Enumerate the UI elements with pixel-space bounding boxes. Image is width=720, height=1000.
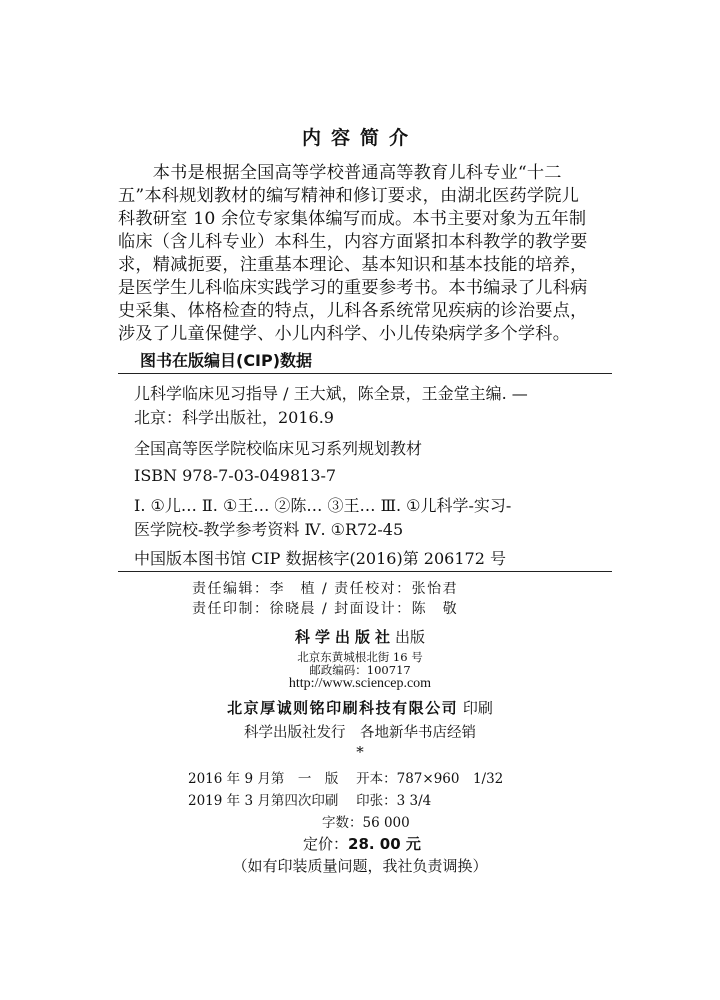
printer-name: 北京厚诚则铭印刷科技有限公司 [227,699,459,717]
publisher-suffix: 出版 [395,628,426,646]
intro-title: 内容简介 [301,127,418,149]
quality-notice: （如有印装质量问题，我社负责调换） [232,857,488,875]
intro-line: 临床（含儿科专业）本科生，内容方面紧扣本科教学的教学要 [118,232,588,252]
printing-spec: 2019 年 3 月第四次印刷 印张：3 3/4 [188,793,432,809]
cip-line: 医学院校-教学参考资料 Ⅳ. ①R72-45 [134,520,404,539]
cip-line: 全国高等医学院校临床见习系列规划教材 [134,439,423,458]
intro-line: 五”本科规划教材的编写精神和修订要求，由湖北医药学院儿 [118,186,580,206]
publisher-url: http://www.sciencep.com [288,676,432,691]
edition-spec: 2016 年 9 月第 一 版 开本：787×960 1/32 [188,771,504,787]
price-label: 定价： [303,835,349,853]
printer-line [0,697,720,718]
publisher-postcode: 邮政编码：100717 [309,663,411,677]
publisher-name: 科学出版社 [294,628,395,646]
word-count: 字数：56 000 [322,815,410,831]
publisher-address: 北京东黄城根北街 16 号 [297,650,423,664]
publisher-line [0,626,720,647]
cip-line: 中国版本图书馆 CIP 数据核字(2016)第 206172 号 [134,549,506,568]
cip-line: 北京：科学出版社，2016.9 [134,408,334,427]
production-credits: 责任印制：徐晓晨 / 封面设计：陈 敬 [192,601,459,617]
intro-line: 涉及了儿童保健学、小儿内科学、小儿传染病学多个学科。 [118,324,571,344]
printer-suffix: 印刷 [462,699,493,717]
distribution-line: 科学出版社发行 各地新华书店经销 [244,725,476,741]
price-line [303,833,421,854]
cip-line: ISBN 978-7-03-049813-7 [134,466,337,485]
cip-line: Ⅰ. ①儿… Ⅱ. ①王… ②陈… ③王… Ⅲ. ①儿科学-实习- [134,496,512,515]
price-value: 28. 00 元 [348,835,421,853]
cip-bottom-rule [118,571,612,572]
cip-heading: 图书在版编目(CIP)数据 [140,351,313,370]
intro-line: 史采集、体格检查的特点，儿科各系统常见疾病的诊治要点， [118,301,588,321]
cip-top-rule [118,373,612,374]
intro-line: 科教研室 10 余位专家集体编写而成。本书主要对象为五年制 [118,209,587,229]
intro-line: 本书是根据全国高等学校普通高等教育儿科专业“十二 [118,163,562,183]
editor-credits: 责任编辑：李 植 / 责任校对：张怡君 [192,581,459,597]
intro-line: 求，精减扼要，注重基本理论、基本知识和基本技能的培养， [118,255,588,275]
intro-line: 是医学生儿科临床实践学习的重要参考书。本书编录了儿科病 [118,278,588,298]
cip-line: 儿科学临床见习指导 / 王大斌，陈全景，王金堂主编. — [134,384,528,403]
separator-star: * [356,743,364,761]
